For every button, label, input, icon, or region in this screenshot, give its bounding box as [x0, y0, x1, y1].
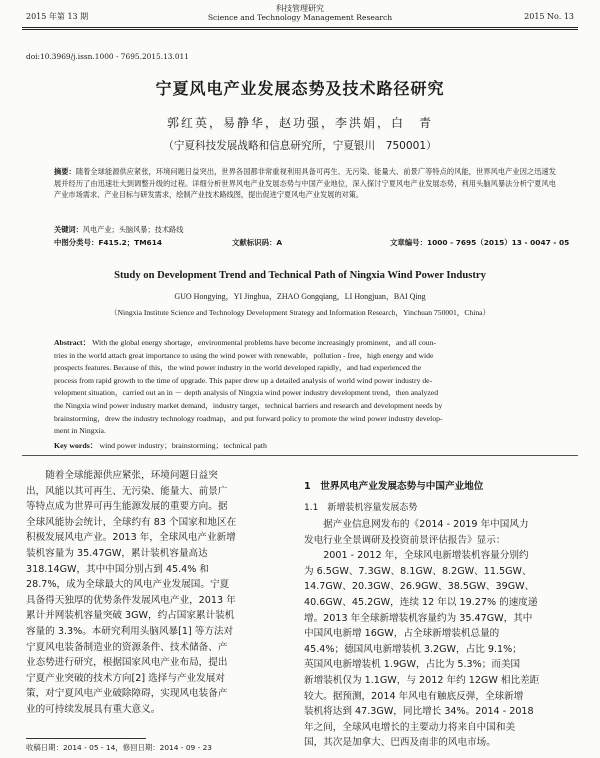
abstract-en-line: prospects features. Because of this，the wind power industry in the world developed rapidly，and had experienced the [54, 363, 422, 373]
body-line: 全球风能协会统计，全球约有 83 个国家和地区在 [26, 516, 237, 528]
body-line: 具备得天独厚的优势条件发展风电产业，2013 年 [26, 594, 236, 606]
body-line: 40.6GW、45.2GW，连续 12 年以 19.27% 的速度递 [304, 596, 538, 608]
body-line: 增。2013 年全球新增装机容量约为 35.47GW，其中 [304, 612, 533, 624]
abstract-en-line: process from rapid growth to the time of upgrade. This paper drew up a detailed analysis of world wind power industry de- [54, 375, 433, 385]
body-line: 2001 - 2012 年，全球风电新增装机容量分别约 [323, 550, 529, 562]
subsection-heading: 1.1 新增装机容量发展态势 [304, 503, 418, 513]
received-date: 收稿日期：2014 - 05 - 14，修回日期：2014 - 09 - 23 [26, 743, 212, 752]
footnote-rule [26, 738, 146, 739]
title-en: Study on Development Trend and Technical Path of Ningxia Wind Power Industry [114, 270, 486, 281]
abstract-en [54, 337, 560, 438]
authors-en: GUO Hongying，YI Jinghua，ZHAO Gongqiang，LI Hongjuan，BAI Qing [174, 292, 426, 301]
body-line: 业的可持续发展具有重大意义。 [26, 703, 161, 715]
keywords-zh-label: 关键词： [54, 225, 83, 234]
body-line: 发电行业全景调研及投资前景评估报告》显示： [304, 534, 506, 546]
section-heading: 1 世界风电产业发展态势与中国产业地位 [304, 481, 484, 492]
doi: doi:10.3969/j.issn.1000 - 7695.2015.13.011 [26, 52, 189, 61]
body-line: 容量的 3.3%。本研究利用头脑风暴[1] 等方法对 [26, 625, 234, 637]
authors-zh: 郭红英，易静华，赵功强，李洪娟，白 青 [166, 116, 433, 130]
body-line: 28.7%，成为全球最大的风电产业发展国。宁夏 [26, 579, 230, 591]
header-issue-zh: 2015 年第 13 期 [26, 12, 89, 21]
body-line: 较大。据预测，2014 年风电有触底反弹，全球新增 [304, 690, 524, 702]
abstract-en-line: brainstorming，drew the industry technology roadmap，and put forward policy to promote the wind power industry develop- [54, 413, 443, 423]
abstract-en-line: the Ningxia wind power industry market demand，industry target，technical barriers and research and development needs by [54, 400, 443, 410]
abstract-zh-text: 随着全球能源供应紧张，环境问题日益突出，世界各国都非常重视利用具备可再生、无污染、能量大、前景广等特点的风能，世界风电产业因之迅速发展并经历了由迅速壮大到调整升级的过程。详细分析世界风电产业发展态势与中国产业地位，深入探讨宁夏风电产业发展态势，利用头脑风暴法分析宁夏风电产业市场需求、产业目标与研发需求，绘制产业技术路线图，提出促进宁夏风电产业发展的对策。 [54, 167, 556, 199]
body-line: 据产业信息网发布的《2014 - 2019 年中国风力 [323, 519, 529, 530]
body-line: 出，风能以其可再生、无污染、能量大、前景广 [26, 485, 228, 497]
keywords-zh [54, 225, 556, 235]
journal-name-zh: 科技管理研究 [276, 4, 324, 13]
body-line: 装机将达到 47.3GW，同比增长 34%。2014 - 2018 [304, 706, 534, 718]
abstract-zh [54, 166, 556, 201]
abstract-divider [22, 455, 578, 456]
body-line: 随着全球能源供应紧张，环境问题日益突 [45, 470, 218, 481]
header-rule [22, 27, 578, 28]
affiliation-en: （Ningxia Institute Science and Technology Development Strategy and Information Research，Yinchuan 750001，China） [109, 308, 491, 317]
body-line: 中国风电新增 16GW，占全球新增装机总量的 [304, 628, 500, 640]
abstract-zh-label: 摘要： [54, 167, 76, 176]
document-code: 文献标识码：A [232, 238, 283, 247]
abstract-en-line: Abstract： With the global energy shortage，environmental problems have become increasingly prominent，and all coun- [54, 338, 436, 347]
body-left-column [26, 468, 291, 718]
body-line: 宁夏风电装备制造业的资源条件、技术储备、产 [26, 641, 228, 653]
body-line: 新增装机仅为 1.1GW，与 2012 年约 12GW 相比差距 [304, 674, 540, 686]
body-line: 英国风电新增装机 1.9GW，占比为 5.3%；而美国 [304, 659, 521, 671]
header-issue-en: 2015 No. 13 [524, 12, 574, 21]
body-line: 装机容量为 35.47GW，累计装机容量高达 [26, 547, 208, 559]
header-rule-second [22, 29, 578, 30]
body-line: 318.14GW，其中中国分别占到 45.4% 和 [26, 563, 210, 575]
abstract-en-line: velopment situation，carried out an in － depth analysis of Ningxia wind power industry development trend，then analyzed [54, 388, 439, 398]
body-line: 45.4%；德国风电新增装机 3.2GW，占比 9.1%； [304, 643, 522, 655]
body-line: 为 6.5GW、7.3GW、8.1GW、8.2GW、11.5GW、 [304, 565, 532, 577]
body-line: 宁夏产业突破的技术方向[2] 选择与产业发展对 [26, 672, 225, 684]
body-line: 年之间，全球风电增长的主要动力将来自中国和美 [304, 721, 516, 733]
body-line: 等特点成为世界可再生能源发展的重要方向。据 [26, 501, 228, 513]
keywords-zh-text: 风电产业；头脑风暴；技术路线 [82, 225, 184, 234]
body-line: 积极发展风电产业。2013 年，全球风电产业新增 [26, 532, 236, 544]
keywords-en-text: wind power industry；brainstorming；technical path [99, 441, 267, 450]
body-line: 策，对宁夏风电产业破除障碍，实现风电装备产 [26, 688, 228, 700]
body-line: 国，其次是加拿大、巴西及南非的风电市场。 [304, 737, 496, 749]
keywords-en-label: Key words： [54, 441, 98, 450]
body-line: 累计并网装机容量突破 3GW，约占国家累计装机 [26, 610, 235, 622]
body-line: 14.7GW、20.3GW、26.9GW、38.5GW、39GW、 [304, 581, 535, 593]
journal-name-en: Science and Technology Management Research [207, 13, 393, 22]
title-zh: 宁夏风电产业发展态势及技术路径研究 [155, 79, 445, 98]
abstract-en-line: tries in the world attach great importance to using the wind power with renewable，pollution - free，high energy and wide [54, 350, 434, 360]
clc-number: 中图分类号：F415.2；TM614 [54, 238, 162, 247]
affiliation-zh: （宁夏科技发展战略和信息研究所，宁夏银川 750001） [163, 140, 437, 152]
body-line: 业态势进行研究，根据国家风电产业布局，提出 [26, 657, 228, 669]
abstract-en-line: ment in Ningxia. [54, 426, 106, 436]
body-right-column [304, 517, 576, 751]
keywords-en [54, 440, 560, 451]
article-number: 文章编号：1000 - 7695（2015）13 - 0047 - 05 [390, 238, 570, 247]
abstract-en-label: Abstract： [54, 338, 91, 347]
